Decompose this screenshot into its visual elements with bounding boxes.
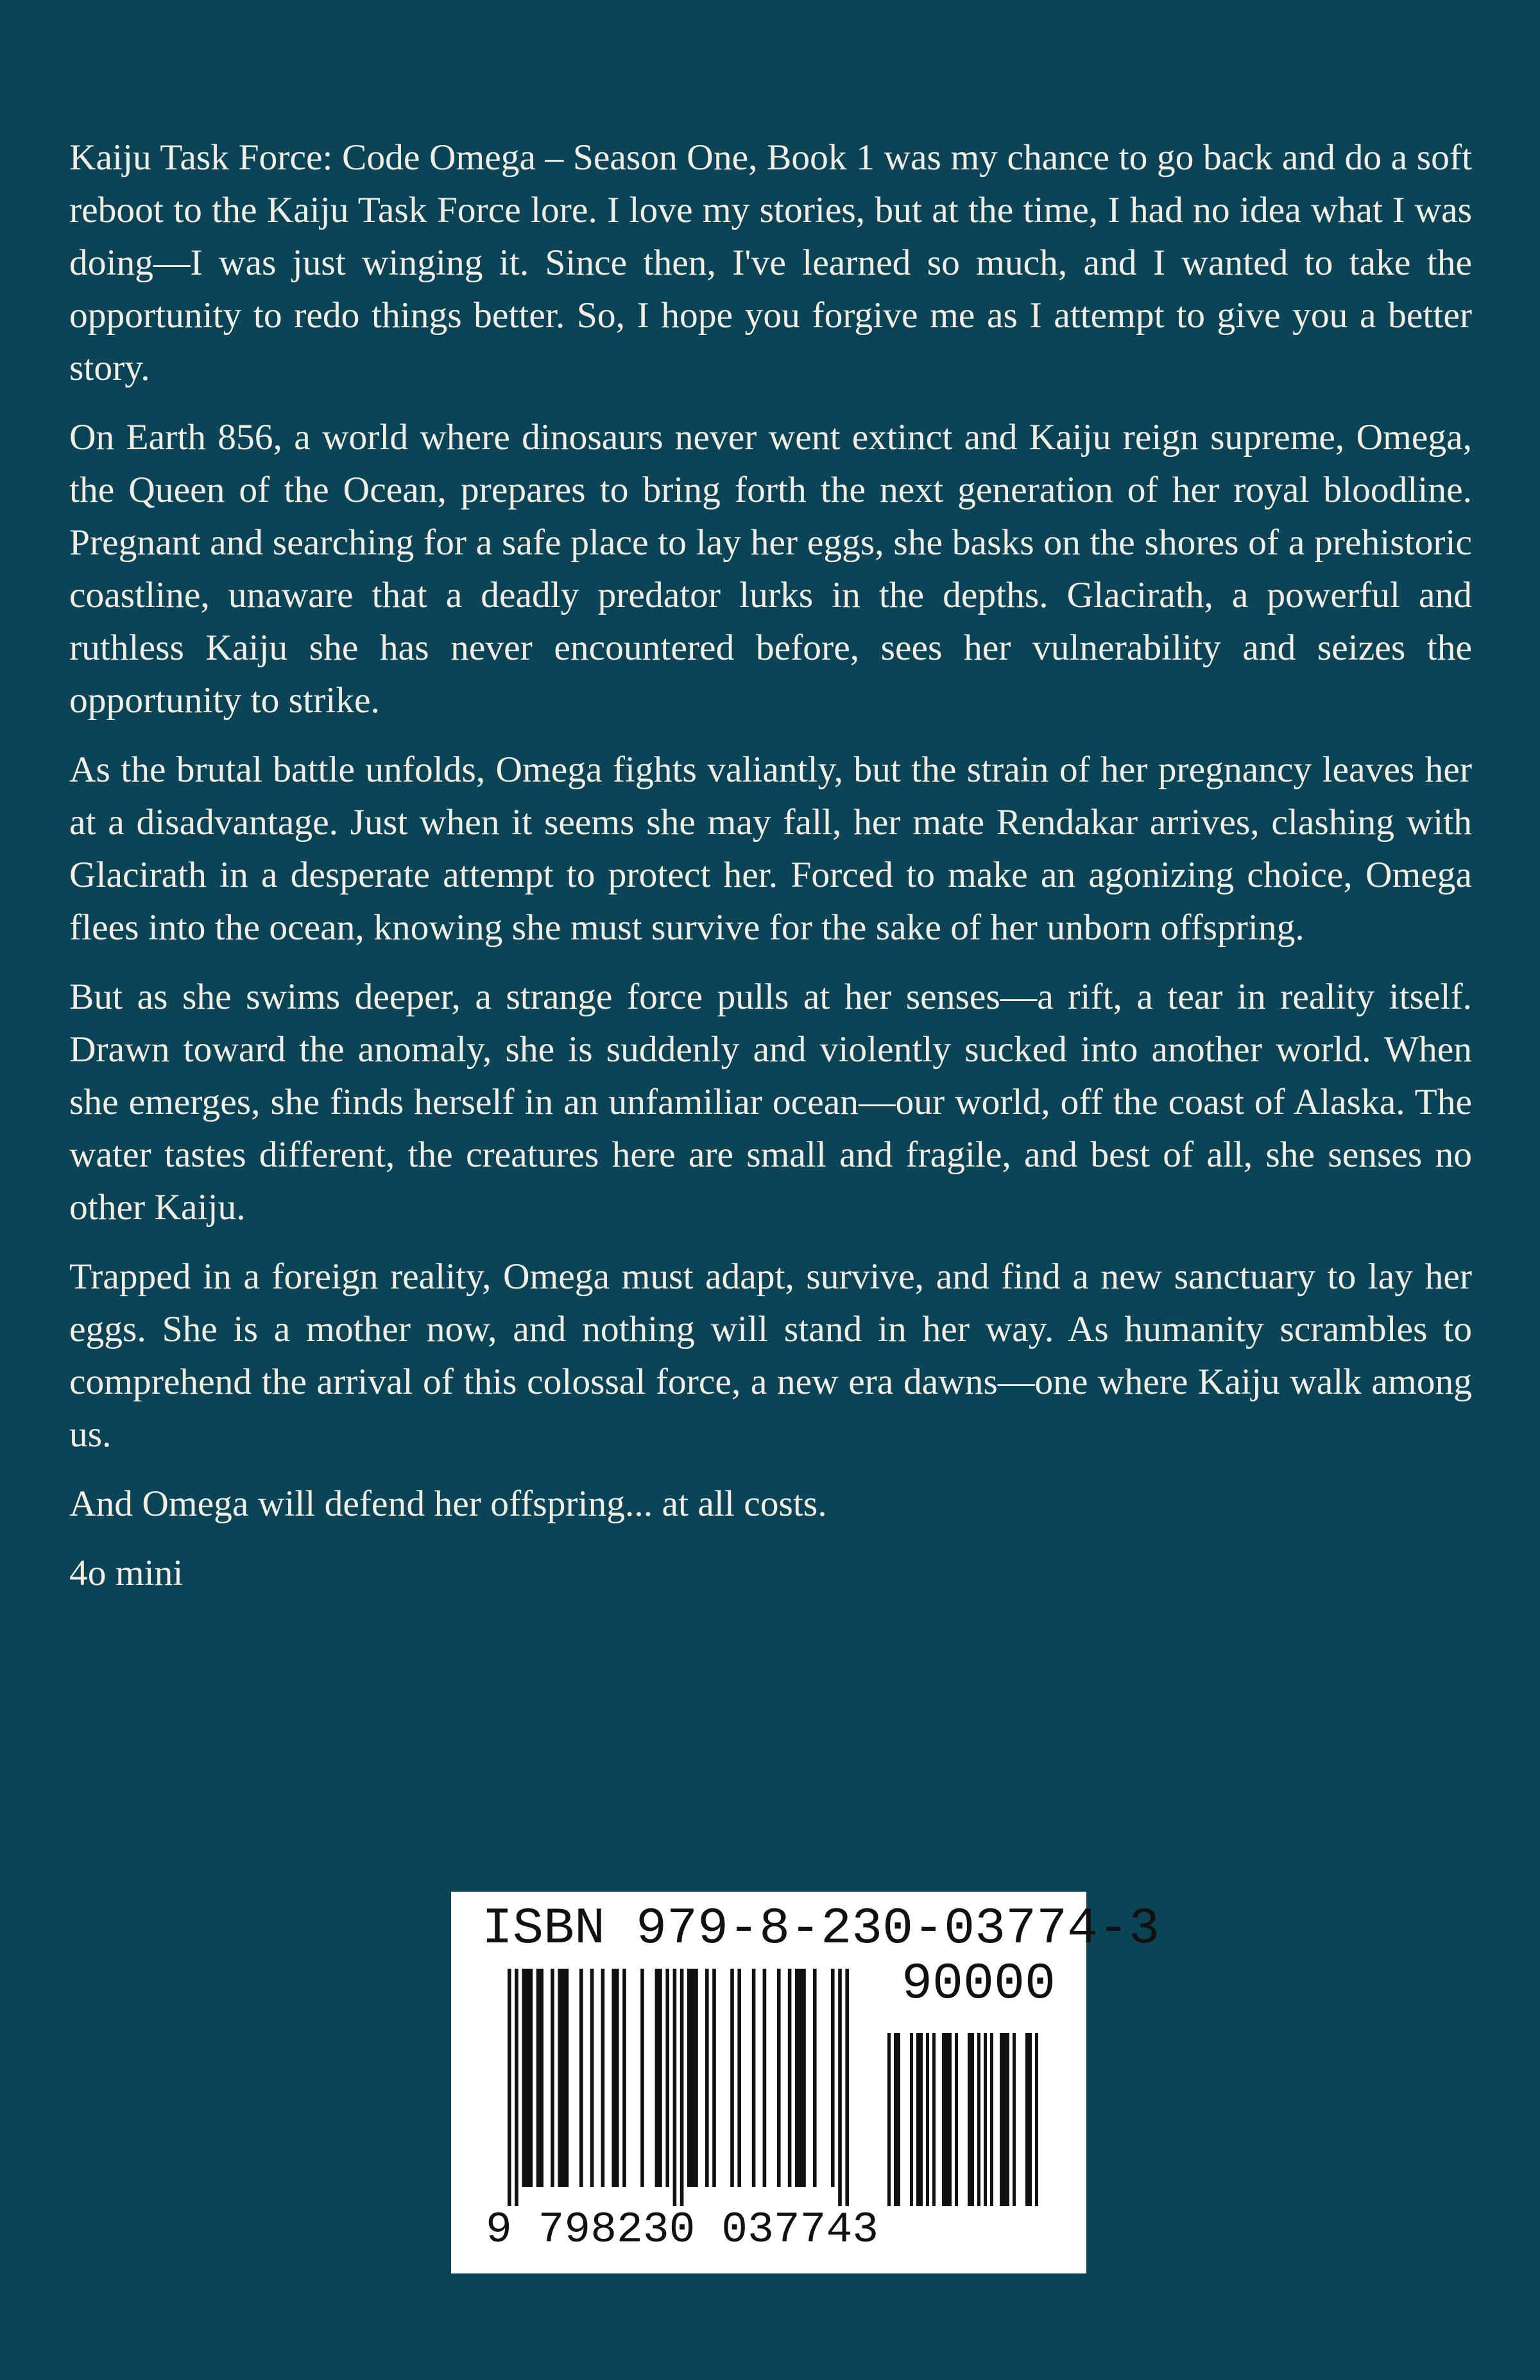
blurb-paragraph-6: And Omega will defend her offspring... at all costs. — [69, 1484, 827, 1524]
blurb-paragraph-2: On Earth 856, a world where dinosaurs never went extinct and Kaiju reign supreme, Omega, the Queen of the Ocean, prepares to bring forth the next generation of her royal bloodline. Pregnant and searching for a safe place to lay her eggs, she basks on the shores of a prehistoric coastline, unaware that a deadly predator lurks in the depths. Glacirath, a powerful and ruthless Kaiju she has never encountered before, sees her vulnerability and seizes the opportunity to strike. — [69, 417, 1472, 721]
ean13-bar-13 — [665, 1969, 669, 2187]
blurb-paragraph-4: But as she swims deeper, a strange force pulls at her senses—a rift, a tear in reality itself. Drawn toward the anomaly, she is suddenly and violently sucked into another world. When she emerges, she finds herself in an unfamiliar ocean—our world, off the coast of Alaska. The water tastes different, the creatures here are small and fragile, and best of all, she senses no other Kaiju. — [69, 977, 1472, 1228]
isbn-barcode — [451, 1892, 1160, 2273]
barcode-digits: 9 798230 037743 — [486, 2205, 879, 2255]
ean13-bar-12 — [655, 1969, 662, 2187]
blurb-paragraph-7: 4o mini — [69, 1553, 184, 1593]
addon-bar-11 — [990, 2033, 993, 2206]
ean13-bar-17 — [705, 1969, 709, 2187]
addon-bar-7 — [955, 2033, 958, 2206]
addon-bar-9 — [977, 2033, 980, 2206]
ean13-bar-25 — [795, 1969, 806, 2187]
blurb-text — [69, 132, 1472, 1616]
ean13-bar-5 — [558, 1969, 569, 2187]
ean13-bar-15 — [680, 1969, 684, 2206]
addon-bar-8 — [968, 2033, 974, 2206]
addon-bar-15 — [1035, 2033, 1038, 2206]
addon-bar-6 — [942, 2033, 952, 2206]
addon-bar-0 — [887, 2033, 891, 2206]
blurb-paragraph-1: Kaiju Task Force: Code Omega – Season One, Book 1 was my chance to go back and do a soft reboot to the Kaiju Task Force lore. I love my stories, but at the time, I had no idea what I was doing—I was just winging it. Since then, I've learned so much, and I wanted to take the opportunity to redo things better. So, I hope you forgive me as I attempt to give you a better story. — [69, 137, 1472, 388]
ean13-bar-11 — [640, 1969, 644, 2187]
ean13-bar-2 — [522, 1969, 533, 2187]
ean13-bar-26 — [813, 1969, 817, 2187]
ean13-bar-16 — [687, 1969, 698, 2187]
addon-bar-12 — [1000, 2033, 1009, 2206]
addon-bar-14 — [1025, 2033, 1032, 2206]
ean13-bar-1 — [515, 1969, 518, 2206]
addon-bar-2 — [910, 2033, 913, 2206]
ean13-bar-7 — [590, 1969, 594, 2187]
ean13-bar-19 — [730, 1969, 734, 2187]
ean13-bar-27 — [831, 1969, 835, 2187]
ean13-bar-9 — [612, 1969, 619, 2187]
addon-bars — [887, 2033, 1054, 2206]
addon-bar-3 — [916, 2033, 923, 2206]
ean13-bar-29 — [845, 1969, 849, 2206]
price-code: 90000 — [902, 1955, 1056, 2014]
ean13-bar-4 — [551, 1969, 554, 2187]
addon-bar-10 — [984, 2033, 987, 2206]
ean13-bar-21 — [752, 1969, 756, 2187]
ean13-bar-6 — [579, 1969, 583, 2187]
addon-bar-13 — [1013, 2033, 1016, 2206]
isbn-label: ISBN 979-8-230-03774-3 — [482, 1900, 1160, 1958]
ean13-bar-3 — [536, 1969, 543, 2187]
ean13-bar-10 — [622, 1969, 626, 2187]
ean13-bar-22 — [763, 1969, 767, 2187]
ean13-bar-24 — [788, 1969, 792, 2187]
ean13-bars — [508, 1969, 880, 2206]
ean13-bar-20 — [737, 1969, 741, 2187]
blurb-paragraph-5: Trapped in a foreign reality, Omega must adapt, survive, and find a new sanctuary to lay her eggs. She is a mother now, and nothing will stand in her way. As humanity scrambles to comprehend the arrival of this colossal force, a new era dawns—one where Kaiju walk among us. — [69, 1256, 1472, 1455]
addon-bar-5 — [932, 2033, 936, 2206]
ean13-bar-23 — [777, 1969, 781, 2187]
ean13-bar-28 — [838, 1969, 842, 2206]
ean13-bar-18 — [712, 1969, 716, 2187]
ean13-bar-0 — [508, 1969, 511, 2206]
addon-bar-1 — [894, 2033, 900, 2206]
blurb-paragraph-3: As the brutal battle unfolds, Omega fights valiantly, but the strain of her pregnancy leaves her at a disadvantage. Just when it seems she may fall, her mate Rendakar arrives, clashing with Glacirath in a desperate attempt to protect her. Forced to make an agonizing choice, Omega flees into the ocean, knowing she must survive for the sake of her unborn offspring. — [69, 749, 1472, 948]
addon-bar-4 — [926, 2033, 929, 2206]
ean13-bar-8 — [601, 1969, 605, 2187]
ean13-bar-14 — [673, 1969, 677, 2206]
